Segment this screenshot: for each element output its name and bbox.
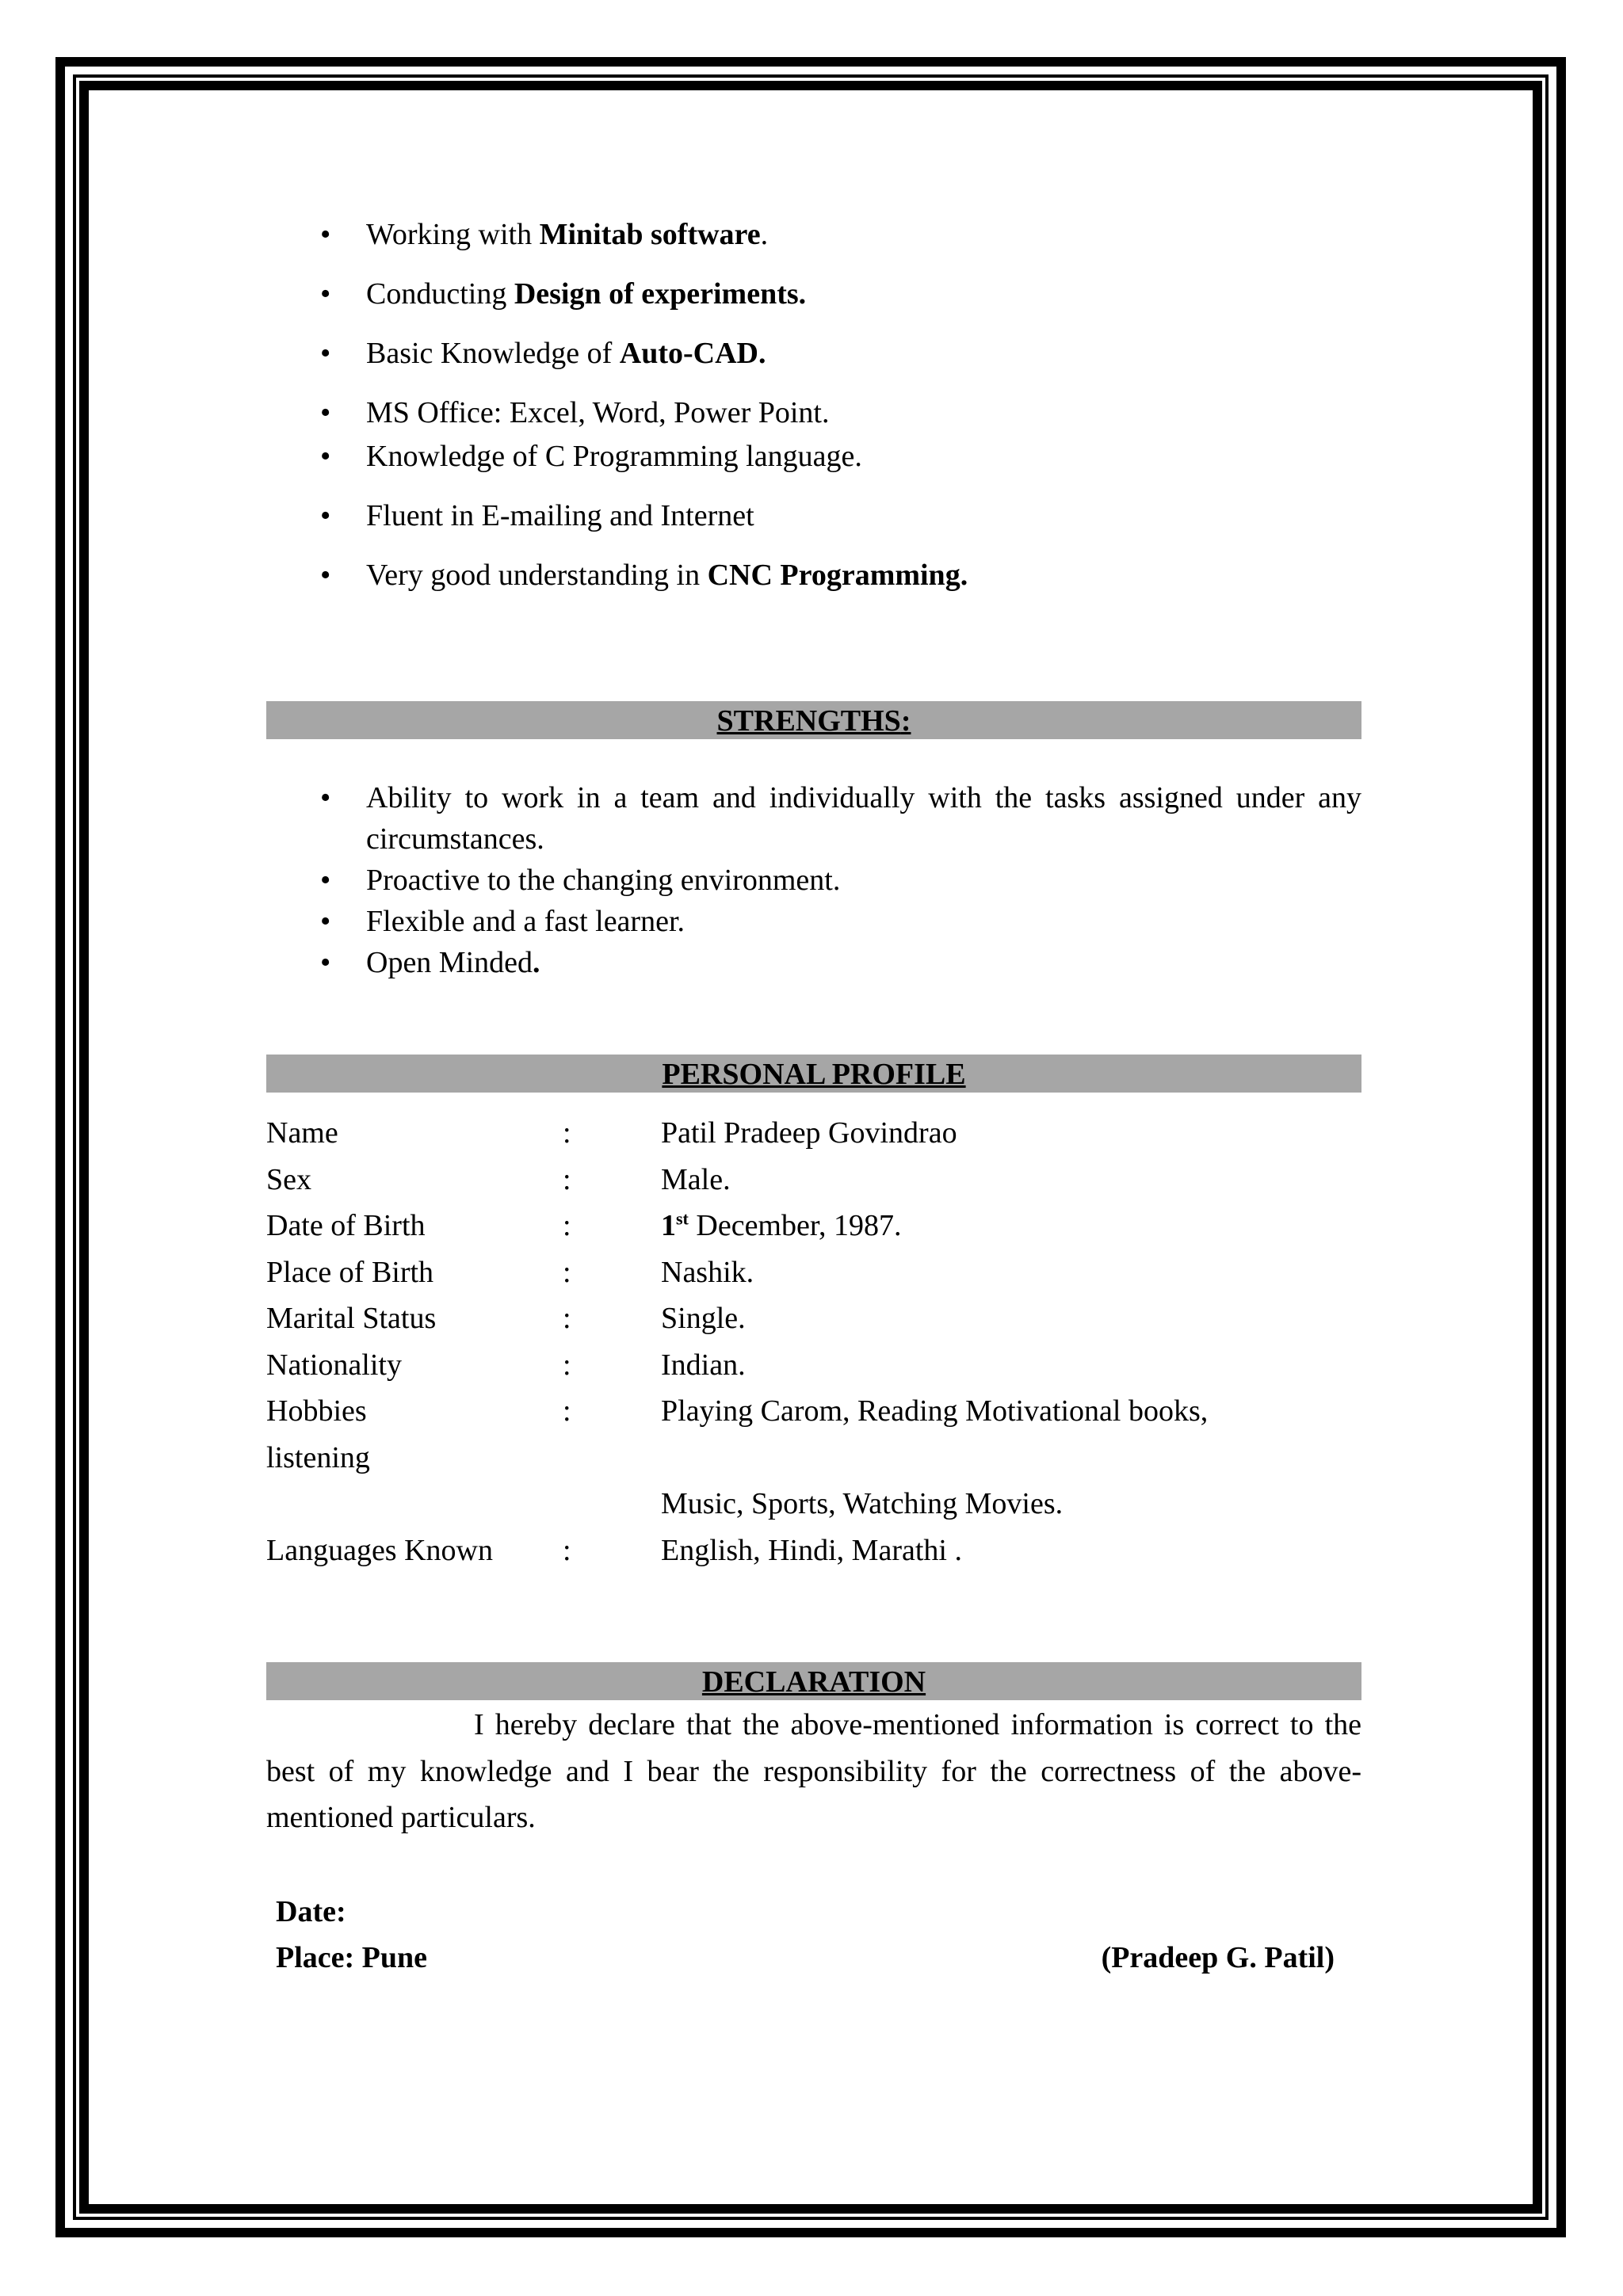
colon: : [563, 1348, 571, 1382]
place-label: Place: Pune [276, 1940, 428, 1974]
name-value: Patil Pradeep Govindrao [661, 1116, 957, 1150]
signature-name: (Pradeep G. Patil) [1101, 1940, 1335, 1974]
profile-row-dob [266, 1203, 1361, 1249]
languages-value: English, Hindi, Marathi . [661, 1533, 962, 1567]
strengths-list [266, 777, 1361, 983]
place-row [266, 1935, 1361, 1981]
profile-row-nationality [266, 1342, 1361, 1389]
colon: : [563, 1533, 571, 1567]
dob-value: 1st December, 1987. [661, 1208, 902, 1242]
hobbies-label: Hobbies [266, 1394, 367, 1428]
date-row [266, 1889, 1361, 1935]
colon: : [563, 1394, 571, 1428]
colon: : [563, 1162, 571, 1196]
skill-item: • Working with Minitab software. [366, 214, 1361, 255]
skill-item: • Fluent in E-mailing and Internet [366, 495, 1361, 536]
skill-item: • MS Office: Excel, Word, Power Point. [366, 392, 1361, 433]
strength-item: • Proactive to the changing environment. [366, 860, 1361, 901]
declaration-text: I hereby declare that the above-mentioned information is correct to the best of my knowledge and I bear the responsibility for the correctness of the above-mentioned particulars. [266, 1708, 1361, 1834]
resume-content [266, 214, 1361, 1981]
profile-row-name [266, 1110, 1361, 1157]
hobbies-label-cont: listening [266, 1440, 370, 1474]
profile-row-languages [266, 1527, 1361, 1574]
strength-item: • Ability to work in a team and individually with the tasks assigned under any circumstances. [366, 777, 1361, 860]
hobbies-value-cont: Music, Sports, Watching Movies. [661, 1487, 1064, 1520]
profile-row-marital [266, 1295, 1361, 1342]
colon: : [563, 1302, 571, 1335]
marital-value: Single. [661, 1302, 746, 1335]
profile-row-hobbies-cont [266, 1435, 1361, 1482]
colon: : [563, 1255, 571, 1289]
hobbies-value: Playing Carom, Reading Motivational books, [661, 1394, 1209, 1428]
nationality-label: Nationality [266, 1348, 402, 1382]
dob-label: Date of Birth [266, 1209, 426, 1242]
colon: : [563, 1116, 571, 1150]
date-label: Date: [276, 1894, 346, 1928]
marital-label: Marital Status [266, 1302, 437, 1335]
nationality-value: Indian. [661, 1348, 746, 1382]
sex-label: Sex [266, 1162, 311, 1196]
sex-value: Male. [661, 1162, 731, 1196]
declaration-header: DECLARATION [266, 1662, 1361, 1700]
profile-row-hobbies-cont2 [266, 1481, 1361, 1527]
profile-row-pob [266, 1249, 1361, 1296]
languages-label: Languages Known [266, 1533, 493, 1567]
skills-list [266, 214, 1361, 596]
profile-header: PERSONAL PROFILE [266, 1055, 1361, 1093]
skill-item: • Conducting Design of experiments. [366, 273, 1361, 315]
pob-label: Place of Birth [266, 1255, 434, 1289]
skill-item: • Knowledge of C Programming language. [366, 436, 1361, 477]
strengths-header: STRENGTHS: [266, 701, 1361, 739]
profile-row-sex [266, 1157, 1361, 1203]
profile-table [266, 1110, 1361, 1573]
signature-block [266, 1889, 1361, 1981]
strength-item: • Open Minded. [366, 942, 1361, 983]
strength-item: • Flexible and a fast learner. [366, 901, 1361, 942]
name-label: Name [266, 1116, 338, 1150]
colon: : [563, 1209, 571, 1242]
profile-row-hobbies [266, 1388, 1361, 1435]
skill-item: • Basic Knowledge of Auto-CAD. [366, 333, 1361, 374]
pob-value: Nashik. [661, 1255, 754, 1289]
skill-item: • Very good understanding in CNC Programming. [366, 555, 1361, 596]
